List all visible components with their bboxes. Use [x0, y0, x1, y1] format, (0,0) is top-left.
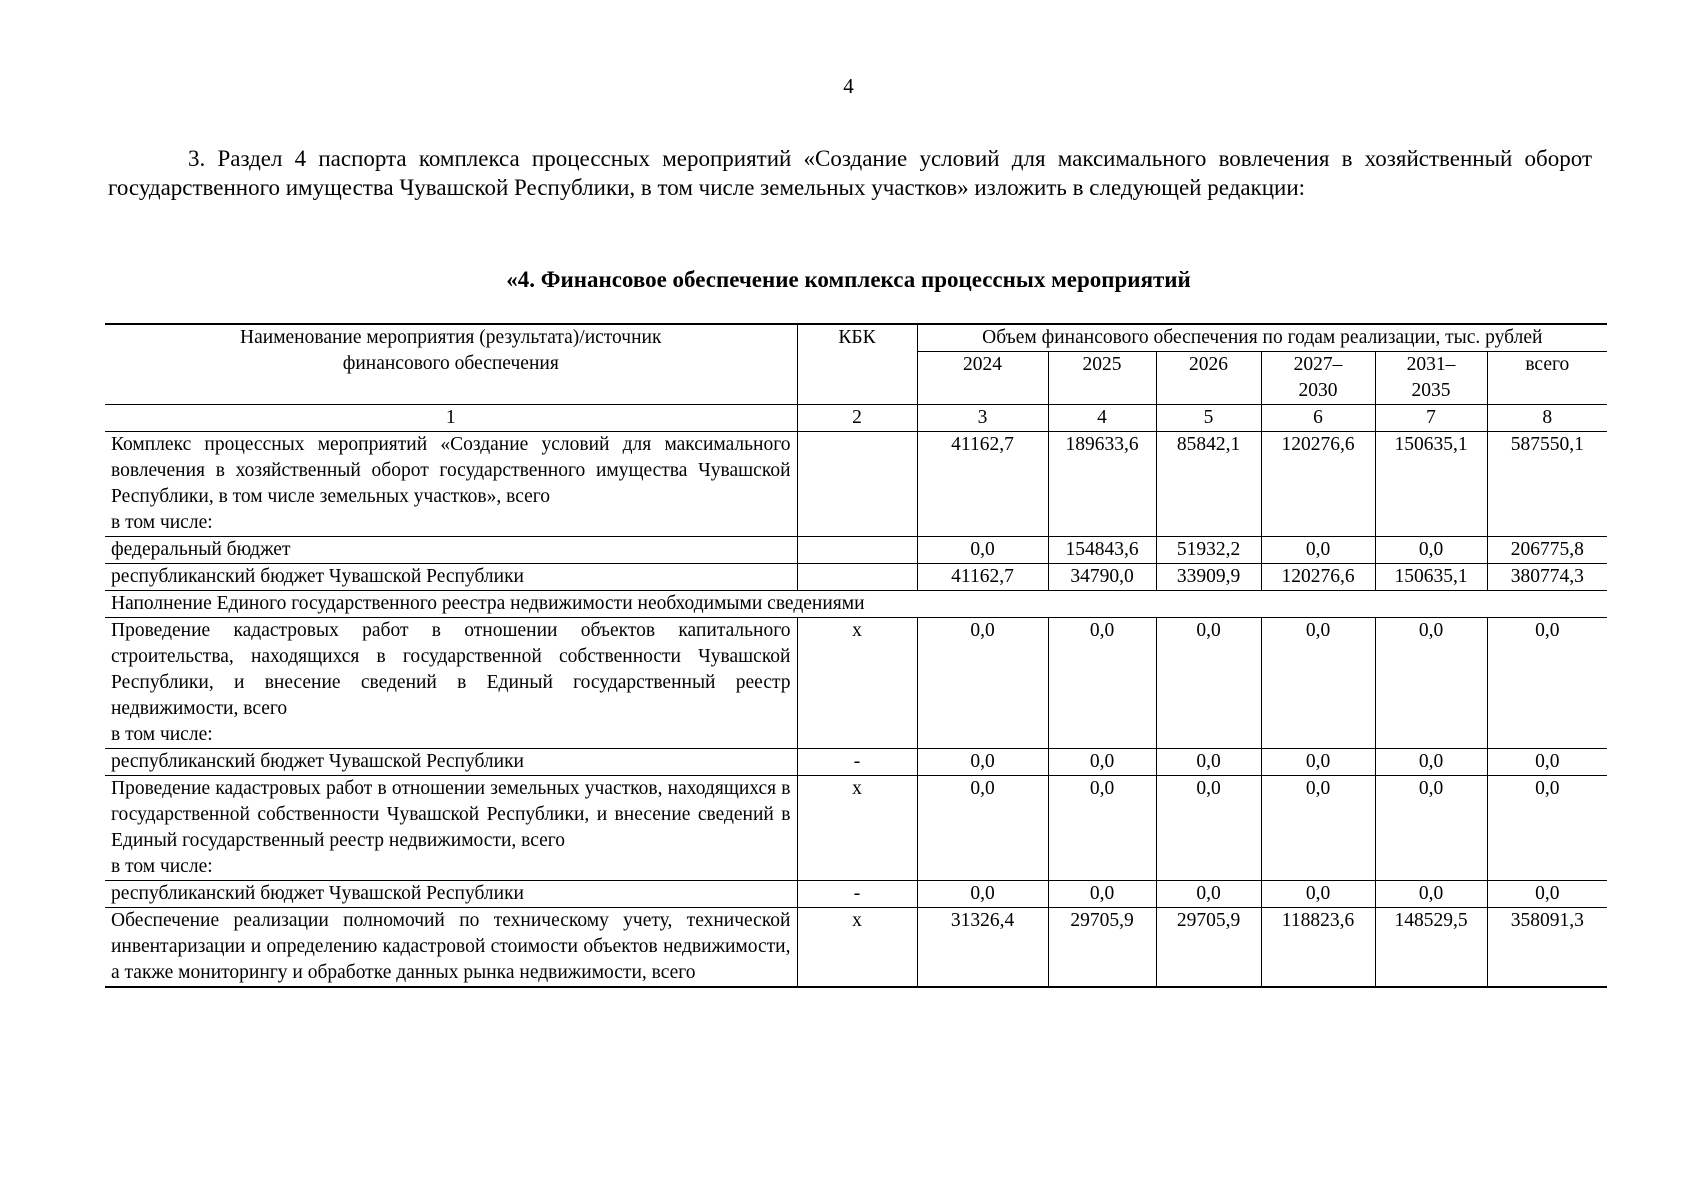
row-subtitle: в том числе:	[111, 724, 213, 745]
row-value: 29705,9	[1156, 908, 1261, 988]
table-row	[105, 537, 1607, 564]
header-year: 2031–2035	[1375, 352, 1487, 405]
row-value: 0,0	[1375, 537, 1487, 564]
header-row	[105, 324, 1607, 352]
row-value: 0,0	[917, 749, 1048, 776]
header-year-total: всего	[1487, 352, 1607, 405]
row-kbk: x	[797, 776, 917, 881]
row-value: 0,0	[1048, 749, 1156, 776]
financing-table	[105, 323, 1607, 988]
row-value: 358091,3	[1487, 908, 1607, 988]
row-value: 0,0	[1048, 776, 1156, 881]
column-number: 7	[1375, 405, 1487, 432]
row-name-cell	[105, 618, 797, 749]
row-kbk: x	[797, 908, 917, 988]
row-value: 0,0	[1487, 881, 1607, 908]
row-value: 118823,6	[1261, 908, 1375, 988]
header-year: 2024	[917, 352, 1048, 405]
column-number: 8	[1487, 405, 1607, 432]
row-kbk	[797, 432, 917, 537]
row-value: 154843,6	[1048, 537, 1156, 564]
header-year: 2025	[1048, 352, 1156, 405]
row-value: 0,0	[1048, 881, 1156, 908]
row-value: 0,0	[1487, 749, 1607, 776]
table-row	[105, 881, 1607, 908]
row-value: 0,0	[917, 537, 1048, 564]
column-number: 4	[1048, 405, 1156, 432]
column-number: 1	[105, 405, 797, 432]
row-value: 206775,8	[1487, 537, 1607, 564]
row-value: 0,0	[1375, 881, 1487, 908]
row-value: 0,0	[1261, 537, 1375, 564]
row-kbk	[797, 564, 917, 591]
header-name-col: Наименование мероприятия (результата)/источник финансового обеспечения	[105, 324, 797, 405]
row-value: 120276,6	[1261, 432, 1375, 537]
page-number: 4	[843, 74, 854, 98]
row-name: Проведение кадастровых работ в отношении земельных участков, находящихся в государственной собственности Чувашской Республики, и внесение сведений в Единый государственный реестр недвижимости, всего	[111, 778, 791, 851]
row-value: 0,0	[1487, 776, 1607, 881]
row-value: 0,0	[1156, 618, 1261, 749]
section-title: «4. Финансовое обеспечение комплекса процессных мероприятий	[506, 267, 1191, 292]
header-volume-col: Объем финансового обеспечения по годам реализации, тыс. рублей	[917, 324, 1607, 352]
row-value: 189633,6	[1048, 432, 1156, 537]
table-row	[105, 564, 1607, 591]
table-row	[105, 618, 1607, 749]
row-value: 41162,7	[917, 432, 1048, 537]
row-kbk: -	[797, 881, 917, 908]
table-row	[105, 432, 1607, 537]
row-value: 0,0	[1487, 618, 1607, 749]
row-value: 0,0	[917, 881, 1048, 908]
row-name: республиканский бюджет Чувашской Республики	[105, 564, 797, 591]
row-name: Комплекс процессных мероприятий «Создание условий для максимального вовлечения в хозяйственный оборот государственного имущества Чувашской Республики, в том числе земельных участков», всего	[111, 434, 791, 507]
row-kbk	[797, 537, 917, 564]
row-value: 148529,5	[1375, 908, 1487, 988]
row-name: Обеспечение реализации полномочий по техническому учету, технической инвентаризации и определению кадастровой стоимости объектов недвижимости, а также мониторингу и обработке данных рынка недвижимости, всего	[105, 908, 797, 988]
row-value: 0,0	[1375, 776, 1487, 881]
header-year: 2027–2030	[1261, 352, 1375, 405]
row-value: 0,0	[1261, 618, 1375, 749]
row-kbk: x	[797, 618, 917, 749]
row-name: Проведение кадастровых работ в отношении объектов капитального строительства, находящихся в государственной собственности Чувашской Республики, и внесение сведений в Единый государственный реестр недвижимости, всего	[111, 620, 791, 719]
row-value: 150635,1	[1375, 432, 1487, 537]
row-value: 0,0	[1375, 618, 1487, 749]
row-name: республиканский бюджет Чувашской Республики	[105, 749, 797, 776]
header-year: 2026	[1156, 352, 1261, 405]
row-kbk: -	[797, 749, 917, 776]
row-value: 0,0	[1375, 749, 1487, 776]
row-value: 0,0	[917, 776, 1048, 881]
row-value: 31326,4	[917, 908, 1048, 988]
row-value: 0,0	[1156, 749, 1261, 776]
row-value: 150635,1	[1375, 564, 1487, 591]
column-number: 2	[797, 405, 917, 432]
row-name-cell	[105, 432, 797, 537]
row-value: 120276,6	[1261, 564, 1375, 591]
row-value: 33909,9	[1156, 564, 1261, 591]
row-name: федеральный бюджет	[105, 537, 797, 564]
row-value: 41162,7	[917, 564, 1048, 591]
column-number-row	[105, 405, 1607, 432]
row-value: 587550,1	[1487, 432, 1607, 537]
table-row	[105, 908, 1607, 988]
row-value: 85842,1	[1156, 432, 1261, 537]
row-name-cell	[105, 776, 797, 881]
row-name: республиканский бюджет Чувашской Республики	[105, 881, 797, 908]
section-heading-row	[105, 591, 1607, 618]
row-value: 0,0	[1156, 776, 1261, 881]
row-subtitle: в том числе:	[111, 512, 213, 533]
row-value: 0,0	[1048, 618, 1156, 749]
row-value: 0,0	[1261, 776, 1375, 881]
column-number: 6	[1261, 405, 1375, 432]
row-subtitle: в том числе:	[111, 856, 213, 877]
row-value: 51932,2	[1156, 537, 1261, 564]
table-row	[105, 749, 1607, 776]
row-value: 380774,3	[1487, 564, 1607, 591]
column-number: 5	[1156, 405, 1261, 432]
column-number: 3	[917, 405, 1048, 432]
row-value: 0,0	[917, 618, 1048, 749]
header-kbk-col: КБК	[797, 324, 917, 405]
section-heading: Наполнение Единого государственного реестра недвижимости необходимыми сведениями	[105, 591, 1607, 618]
row-value: 34790,0	[1048, 564, 1156, 591]
table-row	[105, 776, 1607, 881]
row-value: 0,0	[1261, 749, 1375, 776]
row-value: 0,0	[1156, 881, 1261, 908]
row-value: 29705,9	[1048, 908, 1156, 988]
intro-paragraph: 3. Раздел 4 паспорта комплекса процессных мероприятий «Создание условий для максимального вовлечения в хозяйственный оборот государственного имущества Чувашской Республики, в том числе земельных участков» изложить в следующей редакции:	[108, 146, 1592, 200]
row-value: 0,0	[1261, 881, 1375, 908]
